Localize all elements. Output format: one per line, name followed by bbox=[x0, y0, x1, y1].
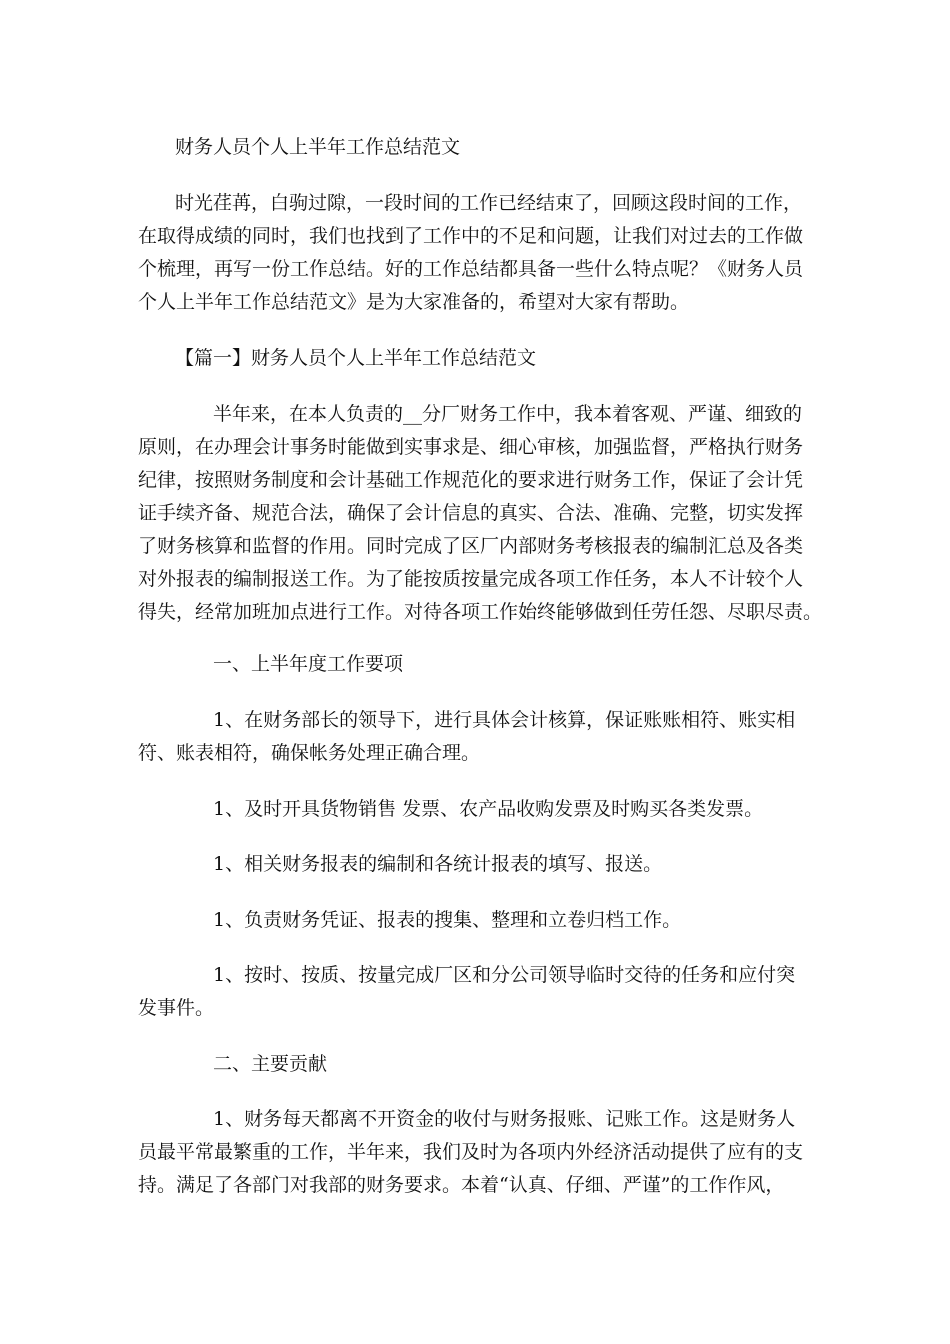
list-item: 1、及时开具货物销售 发票、农产品收购发票及时购买各类发票。 bbox=[213, 798, 764, 820]
paragraph-line: 时光荏苒，白驹过隙，一段时间的工作已经结束了，回顾这段时间的工作， bbox=[175, 192, 803, 214]
paragraph-line: 符、账表相符，确保帐务处理正确合理。 bbox=[138, 742, 481, 764]
body-paragraph bbox=[138, 1103, 803, 1202]
paragraph-line: 1、财务每天都离不开资金的收付与财务报账、记账工作。这是财务人 bbox=[213, 1108, 796, 1130]
list-item: 1、负责财务凭证、报表的搜集、整理和立卷归档工作。 bbox=[213, 909, 682, 931]
list-item bbox=[138, 704, 795, 770]
paragraph-line: 原则，在办理会计事务时能做到实事求是、细心审核，加强监督，严格执行财务 bbox=[138, 436, 804, 458]
paragraph-line: 1、在财务部长的领导下，进行具体会计核算，保证账账相符、账实相 bbox=[213, 709, 796, 731]
list-item: 1、相关财务报表的编制和各统计报表的填写、报送。 bbox=[213, 853, 663, 875]
intro-paragraph bbox=[138, 187, 803, 319]
document-title: 财务人员个人上半年工作总结范文 bbox=[175, 136, 461, 158]
paragraph-line: 证手续齐备、规范合法，确保了会计信息的真实、合法、准确、完整，切实发挥 bbox=[138, 502, 804, 524]
paragraph-line: 半年来，在本人负责的__分厂财务工作中，我本着客观、严谨、细致的 bbox=[213, 403, 803, 425]
paragraph-line: 个人上半年工作总结范文》是为大家准备的，希望对大家有帮助。 bbox=[138, 291, 690, 313]
paragraph-line: 对外报表的编制报送工作。为了能按质按量完成各项工作任务，本人不计较个人 bbox=[138, 568, 804, 590]
paragraph-line: 纪律，按照财务制度和会计基础工作规范化的要求进行财务工作，保证了会计凭 bbox=[138, 469, 804, 491]
paragraph-line: 个梳理，再写一份工作总结。好的工作总结都具备一些什么特点呢？《财务人员 bbox=[138, 258, 804, 280]
section-heading-1: 一、上半年度工作要项 bbox=[213, 653, 404, 675]
chapter-heading: 【篇一】财务人员个人上半年工作总结范文 bbox=[175, 347, 537, 369]
paragraph-line: 1、按时、按质、按量完成厂区和分公司领导临时交待的任务和应付突 bbox=[213, 964, 796, 986]
section-heading-2: 二、主要贡献 bbox=[213, 1053, 328, 1075]
paragraph-line: 发事件。 bbox=[138, 997, 215, 1019]
paragraph-line: 持。满足了各部门对我部的财务要求。本着“认真、仔细、严谨”的工作作风， bbox=[138, 1174, 785, 1196]
body-paragraph bbox=[138, 398, 822, 629]
paragraph-line: 在取得成绩的同时，我们也找到了工作中的不足和问题，让我们对过去的工作做 bbox=[138, 225, 804, 247]
list-item bbox=[138, 959, 795, 1025]
paragraph-line: 得失，经常加班加点进行工作。对待各项工作始终能够做到任劳任怨、尽职尽责。 bbox=[138, 601, 823, 623]
paragraph-line: 员最平常最繁重的工作，半年来，我们及时为各项内外经济活动提供了应有的支 bbox=[138, 1141, 804, 1163]
paragraph-line: 了财务核算和监督的作用。同时完成了区厂内部财务考核报表的编制汇总及各类 bbox=[138, 535, 804, 557]
